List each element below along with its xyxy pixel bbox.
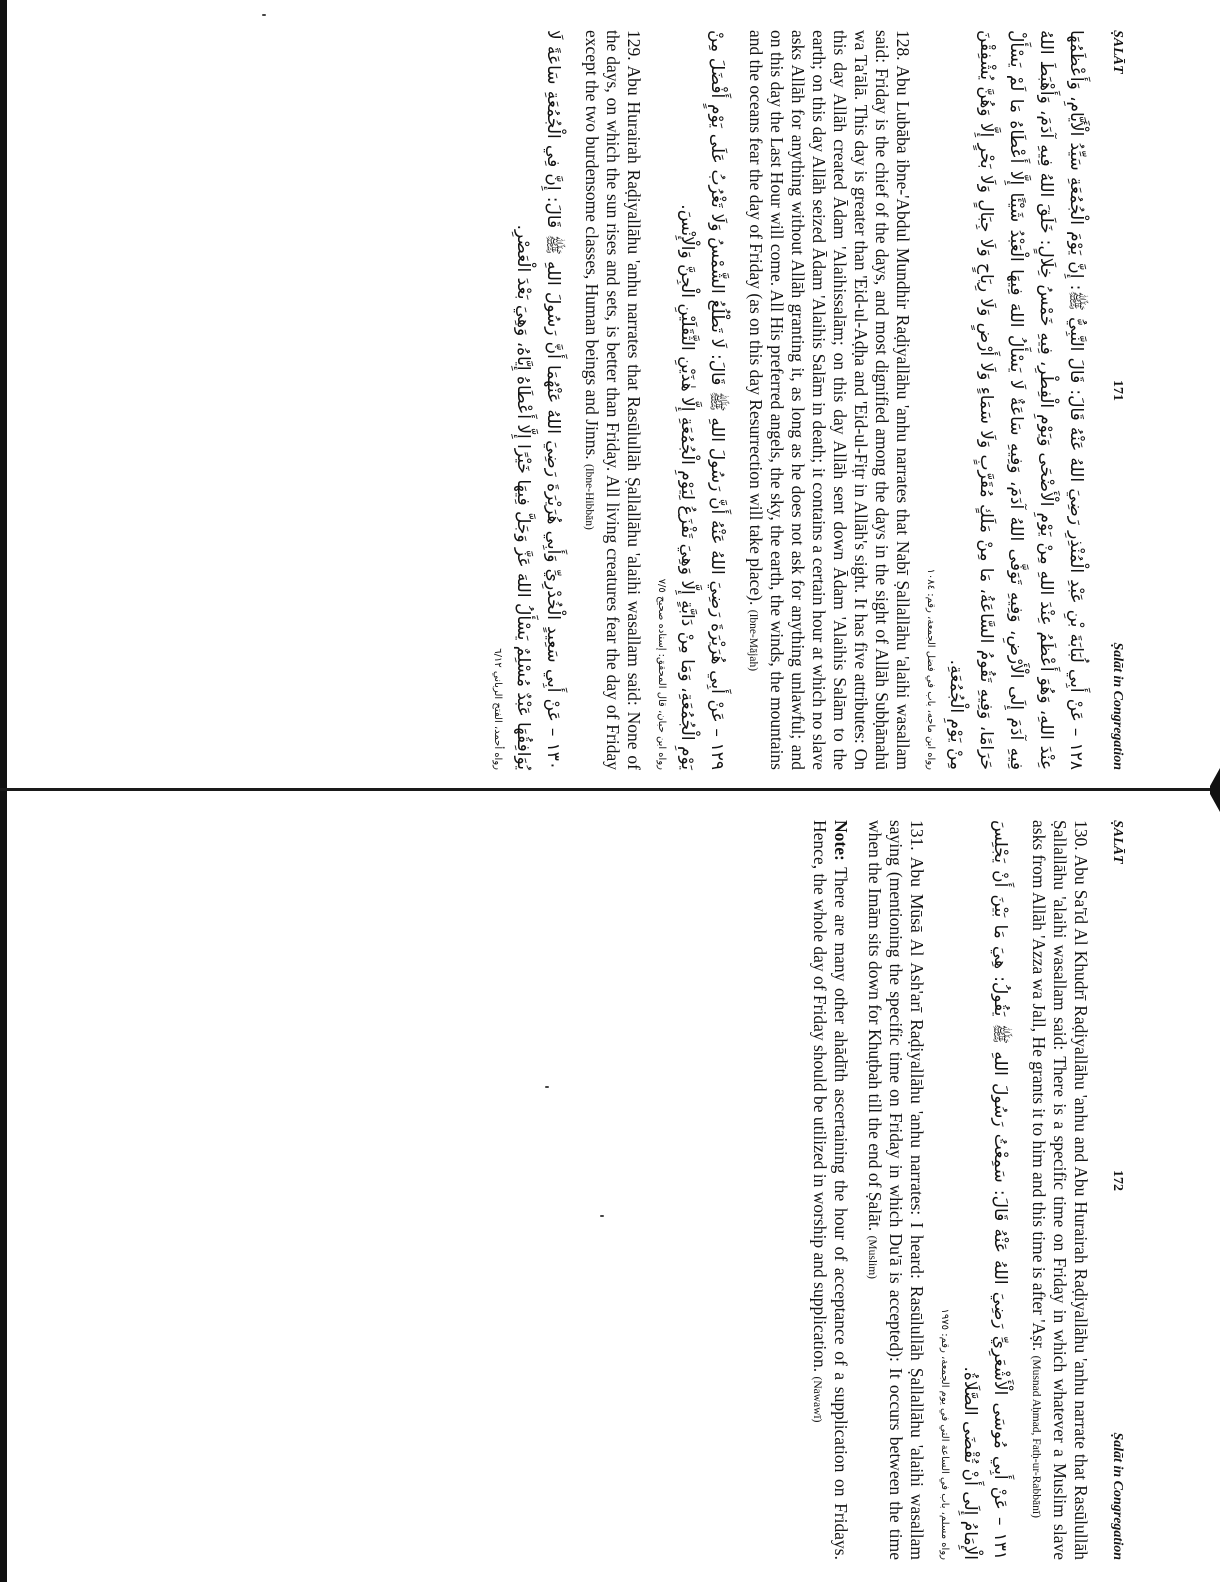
hadith-128-reference: رواه ابن ماجه، باب في فضل الجمعة، رقم: ١٠٨٤ [925,568,936,770]
spine-notch [1204,768,1220,812]
scan-speck [262,14,266,16]
hadith-128-arabic: ١٢٨ – عَنْ أَبِي لُبَابَةَ بْنِ عَبْدِ الْمُنْذِرِ رَضِيَ اللهُ عَنْهُ قَالَ: قَالَ النَّبِيُّ ﷺ: إِنَّ يَوْمَ الْجُمُعَةِ سَيِّدُ الْأَيَّامِ، وَأَعْظَمُهَا عِنْدَ اللهِ، وَهُوَ أَعْظَمُ عِنْدَ اللهِ مِنْ يَوْمِ الْأَضْحَى وَيَوْمِ الْفِطْرِ، فِيهِ خَمْسُ خِلَالٍ: خَلَقَ اللهُ فِيهِ آدَمَ، وَأَهْبَطَ اللهُ فِيهِ آدَمَ إِلَى الْأَرْضِ، وَفِيهِ تَوَفَّى اللهُ آدَمَ، وَفِيهِ سَاعَةٌ لَا يَسْأَلُ اللهَ فِيهَا الْعَبْدُ شَيْئًا إِلَّا أَعْطَاهُ مَا لَمْ يَسْأَلْ حَرَامًا، وَفِيهِ تَقُومُ السَّاعَةُ، مَا مِنْ مَلَكٍ مُقَرَّبٍ وَلَا سَمَاءٍ وَلَا أَرْضٍ وَلَا رِيَاحٍ وَلَا جِبَالٍ وَلَا بَحْرٍ إِلَّا وَهُنَّ يُشْفِقْنَ مِنْ يَوْمِ الْجُمُعَةِ. [946,30,1086,770]
hadith-130-arabic: ١٣٠ – عَنْ أَبِي سَعِيدٍ الْخُدْرِيِّ وَأَبِي هُرَيْرَةَ رَضِيَ اللهُ عَنْهُمَا أَنَّ رَسُولَ اللهِ ﷺ قَالَ: إِنَّ فِي الْجُمُعَةِ سَاعَةً لَا يُوَافِقُهَا عَبْدٌ مُسْلِمٌ يَسْأَلُ اللهَ عَزَّ وَجَلَّ فِيهَا خَيْرًا إِلَّا أَعْطَاهُ إِيَّاهُ، وَهِيَ بَعْدَ الْعَصْرِ. [513,30,563,770]
page-172 [145,820,1125,1560]
hadith-130-translation [1025,820,1091,1560]
page-number: 171 [1110,380,1125,401]
header-left: ṢALĀT [1110,30,1125,74]
hadith-129-translation [578,30,644,770]
note-text: There are many other ahādīth ascertaining the hour of acceptance of a supplication on Fridays. Hence, the whole day of Friday should be utilized in worship and supplication. [810,820,851,1560]
page-header [1099,820,1125,1560]
hadith-131-translation [861,820,927,1560]
page-number: 172 [1110,1170,1125,1191]
hadith-129-source: (Ibne-Hibbān) [583,464,595,530]
header-right: Ṣalāt in Congregation [1110,642,1125,770]
header-left: ṢALĀT [1110,820,1125,864]
hadith-128-source: (Ibne-Mājah) [747,609,759,672]
hadith-131-text: 131. Abu Mūsā Al Ash'arī Raḍiyallāhu 'anhu narrates: I heard: Rasūlullāh Ṣallallāhu 'alaihi wasallam saying (mentioning the specific time on Friday in which Du'ā is accepted): It occurs between the time when the Imām sits down for Khuṭbah till the end of Ṣalāt. [865,820,927,1560]
hadith-131-reference: رواه مسلم، باب في الساعة التي في يوم الجمعة، رقم: ١٩٧٥ [939,1308,950,1560]
page-body [480,30,1091,770]
hadith-130-source: (Musnad Aḥmad, Fatḥ-ur-Rabbānī) [1030,1355,1042,1518]
hadith-129-text: 129. Abu Hurairah Raḍiyallāhu 'anhu narrates that Rasūlullāh Ṣallallāhu 'alaihi wasallam said: None of the days, on which the sun rises and sets, is better than Friday. All living creatures fear the day of Friday except the two burdensome classes, Human beings and Jinns. [582,30,644,770]
hadith-128-text: 128. Abu Lubāba ibne-'Abdul Mundhir Raḍiyallāhu 'anhu narrates that Nabī Ṣallallāhu 'alaihi wasallam said: Friday is the chief of the days, and most dignified among the days in the sight of Allāh Subḥānahū wa Ta'ālā. This day is greater than 'Eid-ul-Aḍḥa and 'Eid-ul-Fiṭr in Allāh's sight. It has five attributes: On this day Allāh created Ādam 'Alaihissalām; on this day Allāh sent down Ādam 'Alaihis Salām to the earth; on this day Allāh seized Ādam 'Alaihis Salām in death; it contains a certain hour at which no slave asks Allāh for anything without Allāh granting it, as long as he does not ask for anything unlawful; and on this day the Last Hour will come. All His preferred angels, the sky, the earth, the winds, the mountains and the oceans fear the day of Friday (as on this day Resurrection will take place). [746,30,913,770]
hadith-128-translation [742,30,913,770]
hadith-131-arabic: ١٣١ – عَنْ أَبِي مُوسَى الْأَشْعَرِيِّ رَضِيَ اللهُ عَنْهُ قَالَ: سَمِعْتُ رَسُولَ اللهِ ﷺ يَقُولُ: هِيَ مَا بَيْنَ أَنْ يَجْلِسَ الْإِمَامُ إِلَى أَنْ تُقْضَى الصَّلَاةُ. [960,820,1010,1560]
page-body [796,820,1091,1560]
hadith-131-source: (Muslim) [866,1235,878,1280]
hadith-129-arabic: ١٢٩ – عَنْ أَبِي هُرَيْرَةَ رَضِيَ اللهُ عَنْهُ أَنَّ رَسُولَ اللهِ ﷺ قَالَ: لَا تَطْلُعُ الشَّمْسُ وَلَا تَغْرُبُ عَلَى يَوْمٍ أَفْضَلَ مِنْ يَوْمِ الْجُمُعَةِ، وَمَا مِنْ دَابَّةٍ إِلَّا وَهِيَ تَفْزَعُ لِيَوْمِ الْجُمُعَةِ إِلَّا هٰذَيْنِ الثَّقَلَيْنِ الْجِنَّ وَالْإِنْسَ. [677,30,727,770]
note-source: (Nawawī) [811,1376,823,1423]
hadith-129-reference: رواه ابن حبان، قال المحقق: إسناده صحيح ٧/٥ [656,578,667,770]
book-spine [0,788,1220,791]
page-header [1099,30,1125,770]
header-right: Ṣalāt in Congregation [1110,1432,1125,1560]
page-171 [145,30,1125,770]
note-paragraph [806,820,851,1560]
hadith-130-reference: رواه أحمد، الفتح الرباني ٦/١٢ [492,648,503,770]
hadith-130-text: 130. Abu Sa'īd Al Khudrī Raḍiyallāhu 'anhu and Abu Hurairah Raḍiyallāhu 'anhu narrate that Rasūlullāh Ṣallallāhu 'alaihi wasallam said: There is a specific time on Friday in which whatever a Muslim slave asks from Allāh 'Azza wa Jall, He grants it to him and this time is after 'Aṣr. [1029,820,1091,1560]
note-label: Note: [831,820,851,861]
binding-edge [0,0,7,1582]
